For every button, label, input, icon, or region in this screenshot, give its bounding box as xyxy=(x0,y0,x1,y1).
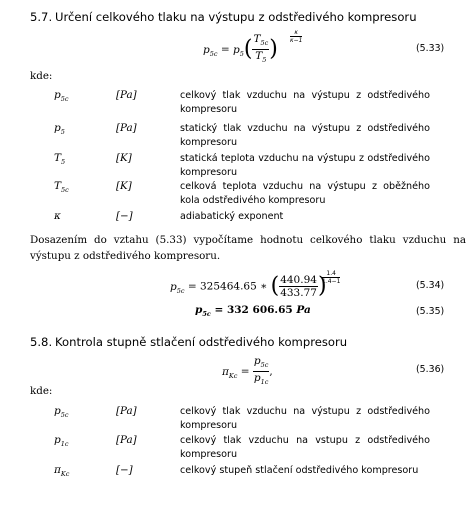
var-unit: [Pa] xyxy=(116,89,137,101)
var-symbol: $p_{5c}$ xyxy=(54,89,69,104)
where-label: kde: xyxy=(30,385,53,397)
var-unit: [−] xyxy=(116,210,133,222)
var-symbol: κ xyxy=(54,210,61,222)
exponent-5-34: 1.4 1.4−1 xyxy=(322,270,341,285)
equation-5-34: $p_{5c} = 325464.65$ ∗ ( $\frac{440.94}{433.77}$ ) xyxy=(170,273,327,299)
var-description: celková teplota vzduchu na výstupu z oběžného kola odstředivého kompresoru xyxy=(180,181,430,206)
var-unit: [Pa] xyxy=(116,434,137,446)
var-description: celkový tlak vzduchu na výstupu z odstředivého kompresoru xyxy=(180,406,430,431)
var-symbol: $\pi_{Kc}$ xyxy=(54,464,70,479)
section-title: Určení celkového tlaku na výstupu z odstředivého kompresoru xyxy=(55,10,417,24)
var-description: celkový stupeň stlačení odstředivého kompresoru xyxy=(180,465,419,476)
var-unit: [K] xyxy=(116,180,132,192)
equation-number: (5.33) xyxy=(416,43,445,54)
var-unit: [Pa] xyxy=(116,405,137,417)
var-description: celkový tlak vzduchu na výstupu z odstředivého kompresoru xyxy=(180,90,430,115)
equation-5-35: $p_{5c} = 332$ 606.65 Pa xyxy=(195,304,311,319)
var-description: statická teplota vzduchu na výstupu z odstředivého kompresoru xyxy=(180,153,430,178)
equation-number: (5.34) xyxy=(416,280,445,291)
equation-number: (5.36) xyxy=(416,364,445,375)
var-symbol: $T_{5c}$ xyxy=(54,180,69,195)
section-heading-5-8 xyxy=(30,335,347,349)
var-description: adiabatický exponent xyxy=(180,211,284,222)
var-symbol: $T_5$ xyxy=(54,152,66,167)
result-value: 332 606.65 xyxy=(226,304,293,316)
var-unit: [K] xyxy=(116,152,132,164)
section-heading-5-7 xyxy=(30,10,417,24)
var-description: celkový tlak vzduchu na vstupu z odstředivého kompresoru xyxy=(180,435,430,460)
section-number: 5.7. xyxy=(30,10,53,24)
exponent-5-33: κ κ−1 xyxy=(290,29,303,44)
body-paragraph: Dosazením do vztahu (5.33) vypočítame hodnotu celkového tlaku vzduchu na výstupu z odstředivého kompresoru. xyxy=(30,234,466,262)
section-number: 5.8. xyxy=(30,335,53,349)
var-symbol: $p_{5c}$ xyxy=(54,405,69,420)
equation-number: (5.35) xyxy=(416,306,445,317)
var-symbol: $p_5$ xyxy=(54,122,65,137)
equation-5-36: $\pi_{Kc}$ = $\frac{p_{5c}}{p_{1c}}$ , xyxy=(222,355,273,387)
result-unit: Pa xyxy=(296,304,311,316)
section-title: Kontrola stupně stlačení odstředivého kompresoru xyxy=(55,335,348,349)
where-label: kde: xyxy=(30,70,53,82)
equation-5-33: $p_{5c} = p_5$( $\frac{T_{5c}}{T_5}$ ) xyxy=(203,33,278,65)
var-description: statický tlak vzduchu na výstupu z odstředivého kompresoru xyxy=(180,123,430,148)
var-symbol: $p_{1c}$ xyxy=(54,434,69,449)
var-unit: [−] xyxy=(116,464,133,476)
var-unit: [Pa] xyxy=(116,122,137,134)
